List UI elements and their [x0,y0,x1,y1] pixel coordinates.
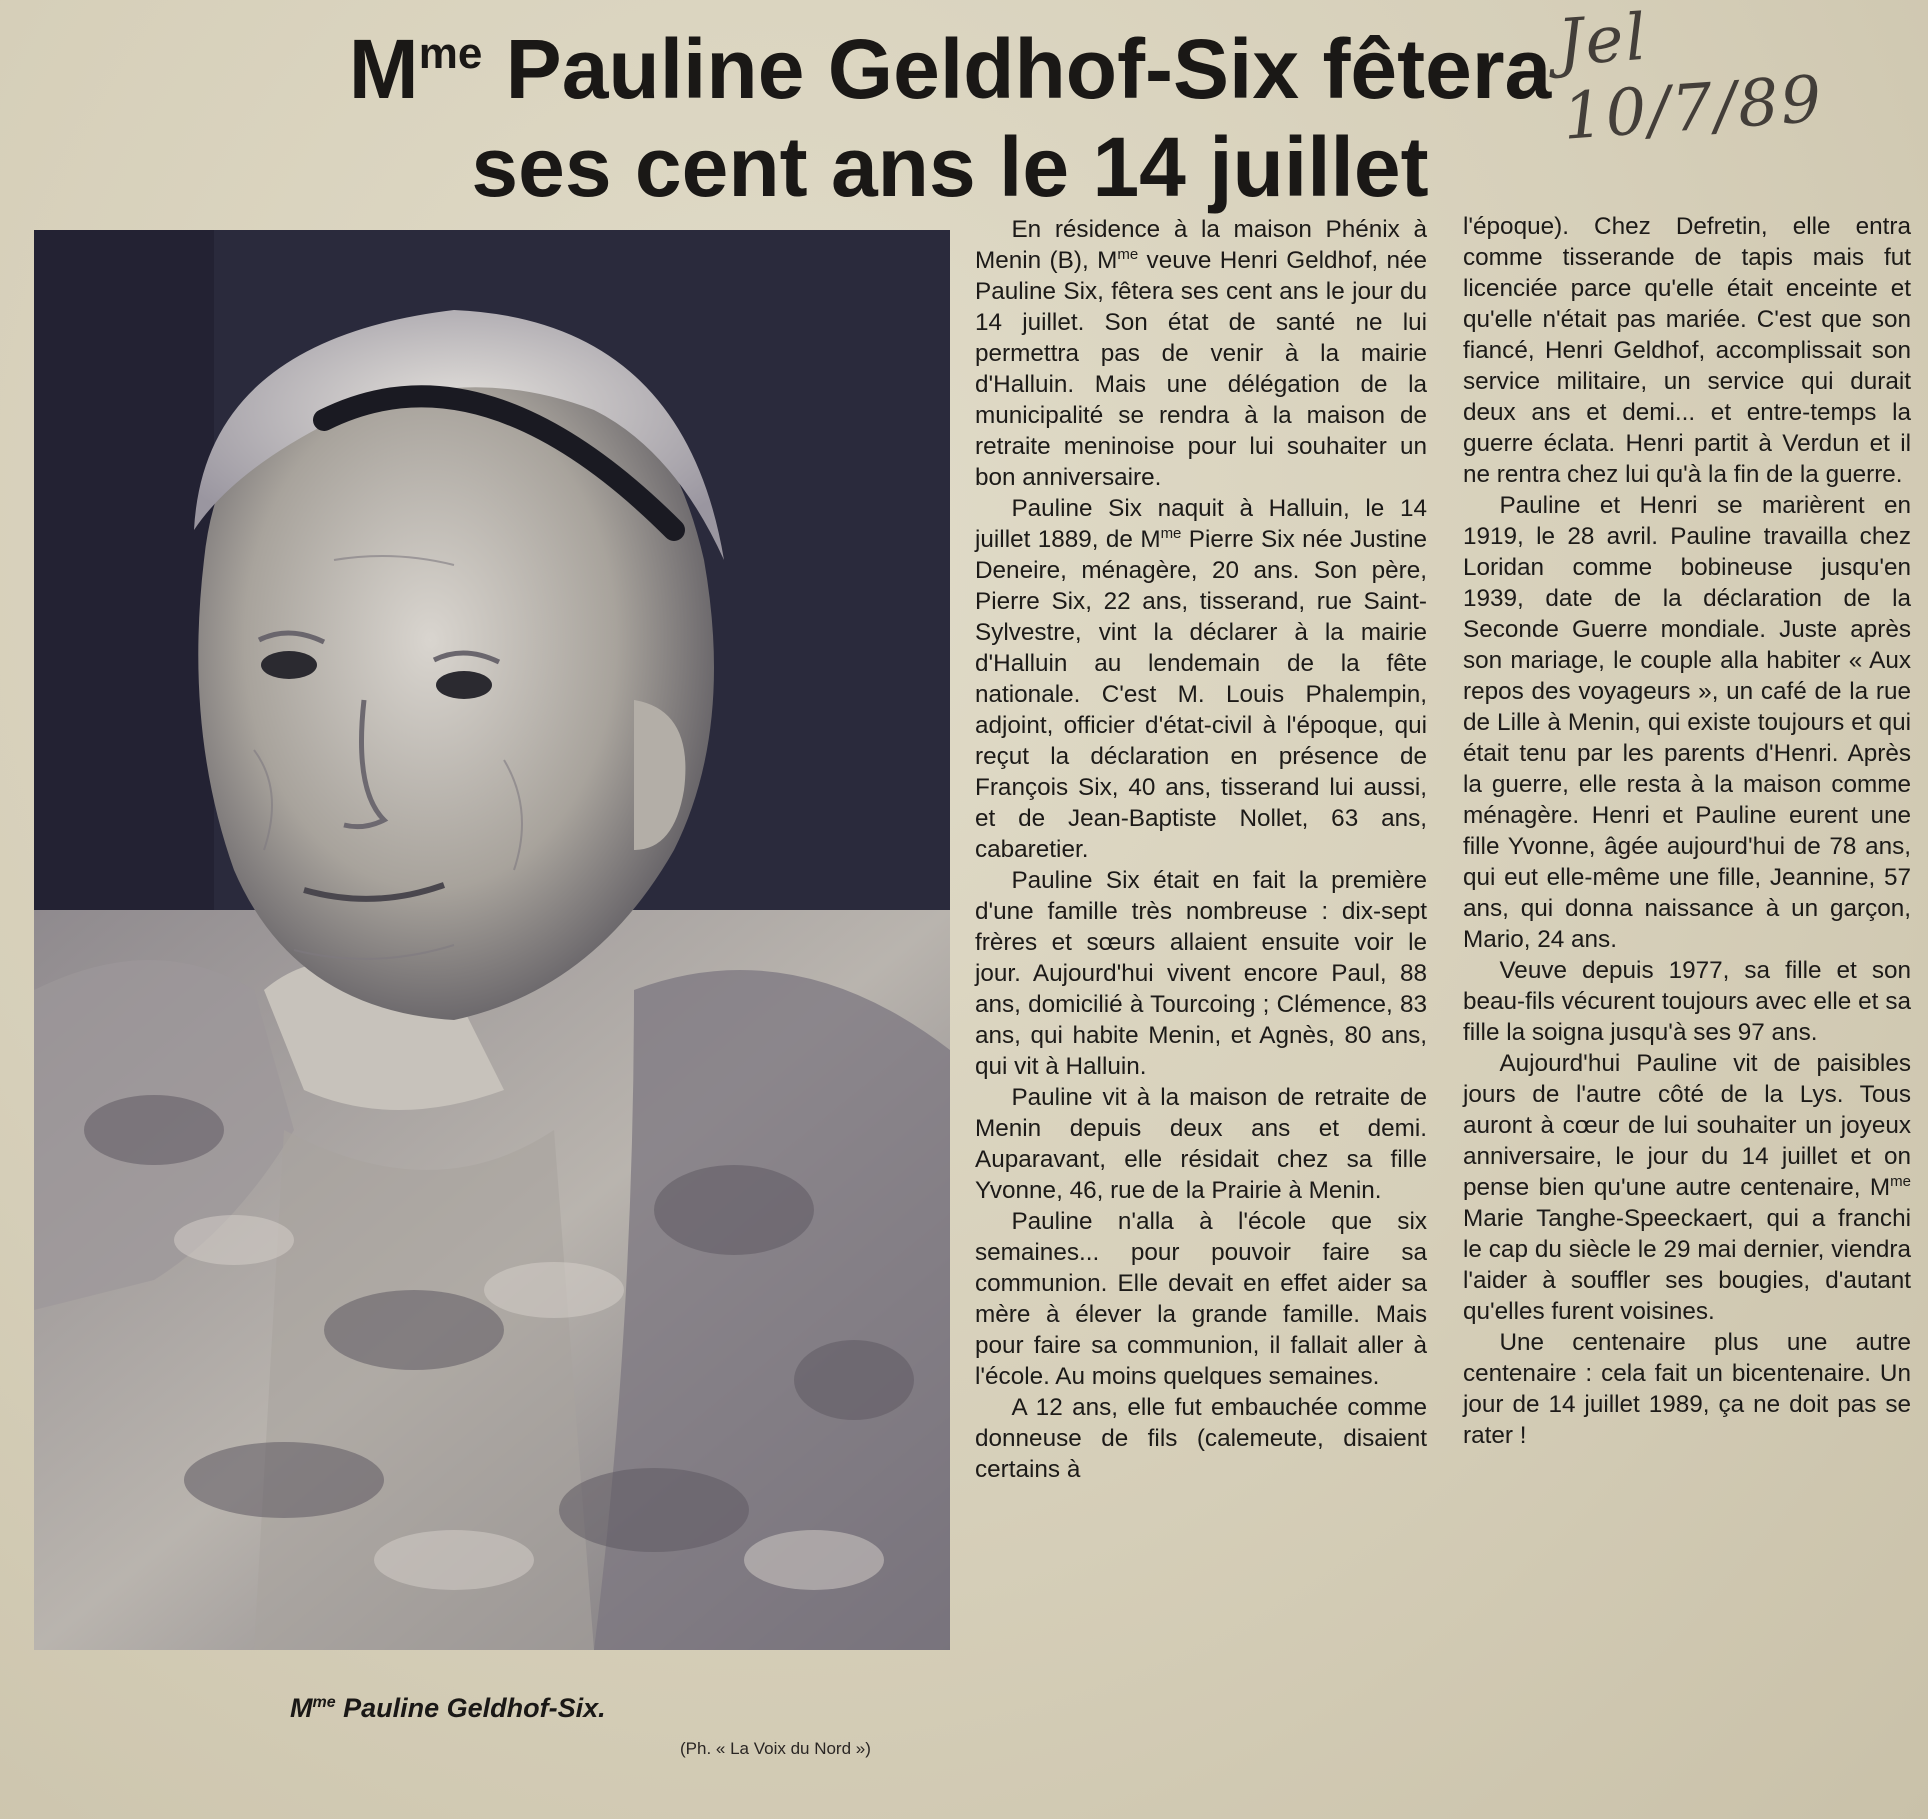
col1-p2-text-a: Pauline Six naquit à Halluin, le 14 juillet 1889, de M [975,495,1427,553]
article-column-1 [975,214,1427,1485]
col1-p1-text-a: En résidence à la maison Phénix à Menin (B), M [975,216,1427,274]
col1-p2-text-b: Pierre Six née Justine Deneire, ménagère, 20 ans. Son père, Pierre Six, 22 ans, tisserand, rue Saint-Sylvestre, vint la déclarer à la mairie d'Halluin au lendemain de la fête nationale. C'est M. Louis Phalempin, adjoint, officier d'état-civil à l'époque, qui reçut la déclaration en présence de François Six, 40 ans, tisserand lui aussi, et de Jean-Baptiste Nollet, 63 ans, cabaretier. [975,526,1427,863]
column1-paragraph-6: A 12 ans, elle fut embauchée comme donneuse de fils (calemeute, disaient certains à [975,1394,1427,1483]
portrait-photo [34,230,950,1650]
col1-p2-sup: me [1160,525,1182,542]
headline-title-sup: me [418,29,483,78]
headline-name: Pauline Geldhof-Six fêtera [482,22,1552,116]
headline-line-2: ses cent ans le 14 juillet [471,120,1429,214]
column2-paragraph-4 [1463,1048,1911,1327]
column1-paragraph-5: Pauline n'alla à l'école que six semaines... pour pouvoir faire sa communion. Elle devait en effet aider sa mère à élever la grande famille. Mais pour faire sa communion, il fallait aller à l'école. Au moins quelques semaines. [975,1208,1427,1390]
caption-prefix: M [290,1693,313,1723]
portrait-illustration [34,230,950,1650]
caption-name: Pauline Geldhof-Six. [335,1693,606,1723]
col1-p1-sup: me [1117,246,1139,263]
headline [150,20,1750,216]
column1-paragraph-1 [975,214,1427,493]
col2-p4-text-a: Aujourd'hui Pauline vit de paisibles jours de l'autre côté de la Lys. Tous auront à cœur de lui souhaiter un joyeux anniversaire, le jour du 14 juillet et on pense bien qu'une autre centenaire, M [1463,1050,1911,1201]
headline-title-prefix: M [348,22,419,116]
col2-p4-text-b: Marie Tanghe-Speeckaert, qui a franchi le cap du siècle le 29 mai dernier, viendra l'aider à souffler ses bougies, d'autant qu'elles furent voisines. [1463,1205,1911,1325]
article-column-2 [1463,211,1911,1451]
column1-paragraph-4: Pauline vit à la maison de retraite de Menin depuis deux ans et demi. Auparavant, elle résidait chez sa fille Yvonne, 46, rue de la Prairie à Menin. [975,1084,1427,1204]
photo-caption [290,1693,606,1724]
column2-paragraph-1: l'époque). Chez Defretin, elle entra comme tisserande de tapis mais fut licenciée parce qu'elle était enceinte et qu'elle n'était pas mariée. C'est que son fiancé, Henri Geldhof, accomplissait son service militaire, un service qui durait deux ans et demi... et entre-temps la guerre éclata. Henri partit à Verdun et il ne rentra chez lui qu'à la fin de la guerre. [1463,213,1911,488]
handwritten-date: Jel 10/7/89 [1555,0,1826,155]
column1-paragraph-2 [975,493,1427,865]
col1-p1-text-b: veuve Henri Geldhof, née Pauline Six, fêtera ses cent ans le jour du 14 juillet. Son état de santé ne lui permettra pas de venir à la mairie d'Halluin. Mais une délégation de la municipalité se rendra à la maison de retraite meninoise pour lui souhaiter un bon anniversaire. [975,247,1427,491]
column2-paragraph-2: Pauline et Henri se marièrent en 1919, le 28 avril. Pauline travailla chez Loridan comme bobineuse jusqu'en 1939, date de la déclaration de la Seconde Guerre mondiale. Juste après son mariage, le couple alla habiter « Aux repos des voyageurs », un café de la rue de Lille à Menin, qui existe toujours et qui était tenu par les parents d'Henri. Après la guerre, elle resta à la maison comme ménagère. Henri et Pauline eurent une fille Yvonne, âgée aujourd'hui de 78 ans, qui eut elle-même une fille, Jeannine, 57 ans, qui donna naissance à un garçon, Mario, 24 ans. [1463,492,1911,953]
column2-paragraph-5: Une centenaire plus une autre centenaire : cela fait un bicentenaire. Un jour de 14 juillet 1989, ça ne doit pas se rater ! [1463,1329,1911,1449]
column2-paragraph-3: Veuve depuis 1977, sa fille et son beau-fils vécurent toujours avec elle et sa fille la soigna jusqu'à ses 97 ans. [1463,957,1911,1046]
photo-credit: (Ph. « La Voix du Nord ») [680,1739,871,1758]
col2-p4-sup: me [1890,1173,1911,1190]
caption-sup: me [312,1694,336,1711]
headline-line-1 [150,20,1750,118]
column1-paragraph-3: Pauline Six était en fait la première d'une famille très nombreuse : dix-sept frères et sœurs allaient ensuite voir le jour. Aujourd'hui vivent encore Paul, 88 ans, domicilié à Tourcoing ; Clémence, 83 ans, qui habite Menin, et Agnès, 80 ans, qui vit à Halluin. [975,867,1427,1080]
